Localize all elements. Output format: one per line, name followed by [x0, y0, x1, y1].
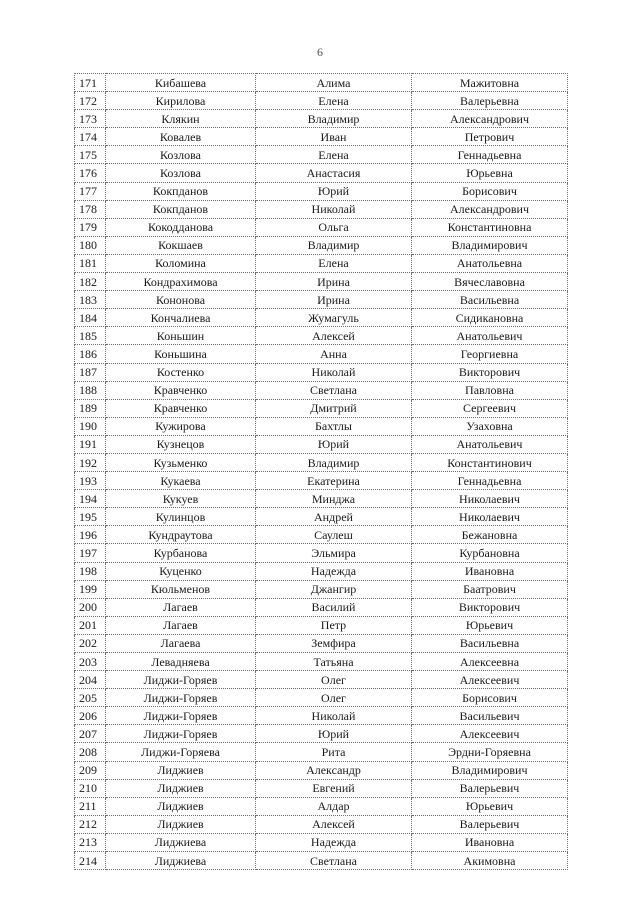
table-row — [75, 725, 568, 743]
row-number: 196 — [75, 526, 106, 544]
patronymic-cell: Алексеевич — [412, 671, 568, 689]
first-name-cell: Николай — [256, 707, 412, 725]
table-row — [75, 182, 568, 200]
patronymic-cell: Николаевич — [412, 490, 568, 508]
table-row — [75, 381, 568, 399]
table-row — [75, 852, 568, 870]
first-name-cell: Юрий — [256, 725, 412, 743]
table-row — [75, 74, 568, 92]
row-number: 178 — [75, 200, 106, 218]
first-name-cell: Николай — [256, 200, 412, 218]
patronymic-cell: Николаевич — [412, 508, 568, 526]
last-name-cell: Куценко — [106, 562, 256, 580]
first-name-cell: Алдар — [256, 797, 412, 815]
last-name-cell: Костенко — [106, 363, 256, 381]
first-name-cell: Александр — [256, 761, 412, 779]
last-name-cell: Кукаева — [106, 472, 256, 490]
first-name-cell: Светлана — [256, 381, 412, 399]
last-name-cell: Курбанова — [106, 544, 256, 562]
last-name-cell: Кокпданов — [106, 200, 256, 218]
row-number: 174 — [75, 128, 106, 146]
patronymic-cell: Георгиевна — [412, 345, 568, 363]
roster-table — [74, 73, 568, 870]
table-row — [75, 779, 568, 797]
last-name-cell: Кононова — [106, 291, 256, 309]
table-row — [75, 146, 568, 164]
patronymic-cell: Валерьевич — [412, 779, 568, 797]
first-name-cell: Алексей — [256, 815, 412, 833]
first-name-cell: Елена — [256, 254, 412, 272]
row-number: 192 — [75, 453, 106, 471]
table-row — [75, 291, 568, 309]
row-number: 181 — [75, 254, 106, 272]
first-name-cell: Екатерина — [256, 472, 412, 490]
table-row — [75, 417, 568, 435]
first-name-cell: Елена — [256, 146, 412, 164]
row-number: 176 — [75, 164, 106, 182]
table-row — [75, 399, 568, 417]
last-name-cell: Лиджи-Горяев — [106, 725, 256, 743]
table-row — [75, 164, 568, 182]
row-number: 209 — [75, 761, 106, 779]
patronymic-cell: Викторович — [412, 598, 568, 616]
table-row — [75, 526, 568, 544]
patronymic-cell: Павловна — [412, 381, 568, 399]
first-name-cell: Владимир — [256, 236, 412, 254]
row-number: 208 — [75, 743, 106, 761]
row-number: 188 — [75, 381, 106, 399]
patronymic-cell: Васильевна — [412, 634, 568, 652]
table-row — [75, 345, 568, 363]
last-name-cell: Коньшин — [106, 327, 256, 345]
row-number: 203 — [75, 653, 106, 671]
last-name-cell: Кулинцов — [106, 508, 256, 526]
row-number: 200 — [75, 598, 106, 616]
last-name-cell: Лиджиев — [106, 779, 256, 797]
table-row — [75, 472, 568, 490]
table-row — [75, 562, 568, 580]
row-number: 191 — [75, 435, 106, 453]
last-name-cell: Кокпданов — [106, 182, 256, 200]
row-number: 197 — [75, 544, 106, 562]
patronymic-cell: Викторович — [412, 363, 568, 381]
table-row — [75, 653, 568, 671]
row-number: 189 — [75, 399, 106, 417]
last-name-cell: Лиджи-Горяев — [106, 689, 256, 707]
table-row — [75, 797, 568, 815]
last-name-cell: Кузьменко — [106, 453, 256, 471]
table-row — [75, 634, 568, 652]
patronymic-cell: Алексеевна — [412, 653, 568, 671]
first-name-cell: Минджа — [256, 490, 412, 508]
patronymic-cell: Валерьевич — [412, 815, 568, 833]
patronymic-cell: Юрьевна — [412, 164, 568, 182]
last-name-cell: Козлова — [106, 164, 256, 182]
patronymic-cell: Акимовна — [412, 852, 568, 870]
patronymic-cell: Юрьевич — [412, 616, 568, 634]
patronymic-cell: Александрович — [412, 110, 568, 128]
last-name-cell: Кибашева — [106, 74, 256, 92]
last-name-cell: Кирилова — [106, 92, 256, 110]
table-row — [75, 110, 568, 128]
first-name-cell: Владимир — [256, 453, 412, 471]
first-name-cell: Надежда — [256, 833, 412, 851]
last-name-cell: Кукуев — [106, 490, 256, 508]
table-row — [75, 671, 568, 689]
first-name-cell: Ольга — [256, 218, 412, 236]
table-row — [75, 761, 568, 779]
row-number: 205 — [75, 689, 106, 707]
row-number: 207 — [75, 725, 106, 743]
patronymic-cell: Ивановна — [412, 562, 568, 580]
table-row — [75, 508, 568, 526]
first-name-cell: Юрий — [256, 435, 412, 453]
row-number: 210 — [75, 779, 106, 797]
row-number: 195 — [75, 508, 106, 526]
table-row — [75, 92, 568, 110]
patronymic-cell: Алексеевич — [412, 725, 568, 743]
patronymic-cell: Бежановна — [412, 526, 568, 544]
first-name-cell: Олег — [256, 671, 412, 689]
row-number: 175 — [75, 146, 106, 164]
first-name-cell: Олег — [256, 689, 412, 707]
last-name-cell: Лиджи-Горяев — [106, 707, 256, 725]
table-row — [75, 327, 568, 345]
row-number: 214 — [75, 852, 106, 870]
table-row — [75, 363, 568, 381]
first-name-cell: Земфира — [256, 634, 412, 652]
patronymic-cell: Мажитовна — [412, 74, 568, 92]
first-name-cell: Ирина — [256, 273, 412, 291]
last-name-cell: Коломина — [106, 254, 256, 272]
table-row — [75, 707, 568, 725]
table-row — [75, 616, 568, 634]
last-name-cell: Лиджиева — [106, 833, 256, 851]
table-row — [75, 689, 568, 707]
last-name-cell: Лагаева — [106, 634, 256, 652]
first-name-cell: Алима — [256, 74, 412, 92]
table-row — [75, 273, 568, 291]
table-row — [75, 453, 568, 471]
first-name-cell: Бахтлы — [256, 417, 412, 435]
table-row — [75, 490, 568, 508]
first-name-cell: Анастасия — [256, 164, 412, 182]
row-number: 211 — [75, 797, 106, 815]
first-name-cell: Дмитрий — [256, 399, 412, 417]
last-name-cell: Кокодданова — [106, 218, 256, 236]
first-name-cell: Владимир — [256, 110, 412, 128]
table-row — [75, 833, 568, 851]
last-name-cell: Лиджи-Горяева — [106, 743, 256, 761]
patronymic-cell: Анатольевич — [412, 327, 568, 345]
row-number: 171 — [75, 74, 106, 92]
first-name-cell: Ирина — [256, 291, 412, 309]
patronymic-cell: Анатольевна — [412, 254, 568, 272]
row-number: 204 — [75, 671, 106, 689]
patronymic-cell: Петрович — [412, 128, 568, 146]
row-number: 193 — [75, 472, 106, 490]
first-name-cell: Светлана — [256, 852, 412, 870]
last-name-cell: Лиджиев — [106, 815, 256, 833]
last-name-cell: Лиджи-Горяев — [106, 671, 256, 689]
patronymic-cell: Курбановна — [412, 544, 568, 562]
row-number: 206 — [75, 707, 106, 725]
first-name-cell: Татьяна — [256, 653, 412, 671]
patronymic-cell: Юрьевич — [412, 797, 568, 815]
first-name-cell: Рита — [256, 743, 412, 761]
first-name-cell: Джангир — [256, 580, 412, 598]
row-number: 190 — [75, 417, 106, 435]
first-name-cell: Елена — [256, 92, 412, 110]
last-name-cell: Кокшаев — [106, 236, 256, 254]
roster-table-body — [75, 74, 568, 870]
row-number: 213 — [75, 833, 106, 851]
patronymic-cell: Васильевна — [412, 291, 568, 309]
row-number: 185 — [75, 327, 106, 345]
last-name-cell: Клякин — [106, 110, 256, 128]
first-name-cell: Петр — [256, 616, 412, 634]
row-number: 177 — [75, 182, 106, 200]
table-row — [75, 544, 568, 562]
first-name-cell: Саулеш — [256, 526, 412, 544]
patronymic-cell: Валерьевна — [412, 92, 568, 110]
patronymic-cell: Анатольевич — [412, 435, 568, 453]
table-row — [75, 435, 568, 453]
row-number: 182 — [75, 273, 106, 291]
last-name-cell: Кузнецов — [106, 435, 256, 453]
table-row — [75, 254, 568, 272]
patronymic-cell: Константиновна — [412, 218, 568, 236]
patronymic-cell: Геннадьевна — [412, 472, 568, 490]
page-number: 6 — [317, 45, 323, 59]
row-number: 199 — [75, 580, 106, 598]
row-number: 187 — [75, 363, 106, 381]
patronymic-cell: Владимирович — [412, 236, 568, 254]
first-name-cell: Иван — [256, 128, 412, 146]
patronymic-cell: Александрович — [412, 200, 568, 218]
last-name-cell: Кундраутова — [106, 526, 256, 544]
patronymic-cell: Константинович — [412, 453, 568, 471]
patronymic-cell: Сидикановна — [412, 309, 568, 327]
table-row — [75, 236, 568, 254]
last-name-cell: Кравченко — [106, 399, 256, 417]
last-name-cell: Козлова — [106, 146, 256, 164]
last-name-cell: Лагаев — [106, 598, 256, 616]
row-number: 201 — [75, 616, 106, 634]
patronymic-cell: Ивановна — [412, 833, 568, 851]
first-name-cell: Василий — [256, 598, 412, 616]
first-name-cell: Эльмира — [256, 544, 412, 562]
last-name-cell: Лагаев — [106, 616, 256, 634]
patronymic-cell: Борисович — [412, 182, 568, 200]
patronymic-cell: Вячеславовна — [412, 273, 568, 291]
last-name-cell: Левадняева — [106, 653, 256, 671]
row-number: 173 — [75, 110, 106, 128]
last-name-cell: Кюльменов — [106, 580, 256, 598]
first-name-cell: Юрий — [256, 182, 412, 200]
last-name-cell: Кужирова — [106, 417, 256, 435]
first-name-cell: Алексей — [256, 327, 412, 345]
row-number: 183 — [75, 291, 106, 309]
row-number: 202 — [75, 634, 106, 652]
table-row — [75, 218, 568, 236]
row-number: 180 — [75, 236, 106, 254]
table-row — [75, 128, 568, 146]
patronymic-cell: Баатрович — [412, 580, 568, 598]
last-name-cell: Кравченко — [106, 381, 256, 399]
last-name-cell: Кондрахимова — [106, 273, 256, 291]
row-number: 186 — [75, 345, 106, 363]
first-name-cell: Николай — [256, 363, 412, 381]
patronymic-cell: Геннадьевна — [412, 146, 568, 164]
row-number: 179 — [75, 218, 106, 236]
patronymic-cell: Узаховна — [412, 417, 568, 435]
first-name-cell: Андрей — [256, 508, 412, 526]
patronymic-cell: Эрдни-Горяевна — [412, 743, 568, 761]
table-row — [75, 309, 568, 327]
last-name-cell: Лиджиев — [106, 797, 256, 815]
patronymic-cell: Васильевич — [412, 707, 568, 725]
last-name-cell: Лиджиева — [106, 852, 256, 870]
last-name-cell: Лиджиев — [106, 761, 256, 779]
patronymic-cell: Борисович — [412, 689, 568, 707]
first-name-cell: Надежда — [256, 562, 412, 580]
table-row — [75, 815, 568, 833]
row-number: 212 — [75, 815, 106, 833]
patronymic-cell: Сергеевич — [412, 399, 568, 417]
row-number: 198 — [75, 562, 106, 580]
first-name-cell: Жумагуль — [256, 309, 412, 327]
table-row — [75, 580, 568, 598]
table-row — [75, 200, 568, 218]
row-number: 172 — [75, 92, 106, 110]
patronymic-cell: Владимирович — [412, 761, 568, 779]
first-name-cell: Анна — [256, 345, 412, 363]
last-name-cell: Ковалев — [106, 128, 256, 146]
last-name-cell: Коньшина — [106, 345, 256, 363]
table-row — [75, 598, 568, 616]
last-name-cell: Кончалиева — [106, 309, 256, 327]
table-row — [75, 743, 568, 761]
row-number: 184 — [75, 309, 106, 327]
row-number: 194 — [75, 490, 106, 508]
first-name-cell: Евгений — [256, 779, 412, 797]
